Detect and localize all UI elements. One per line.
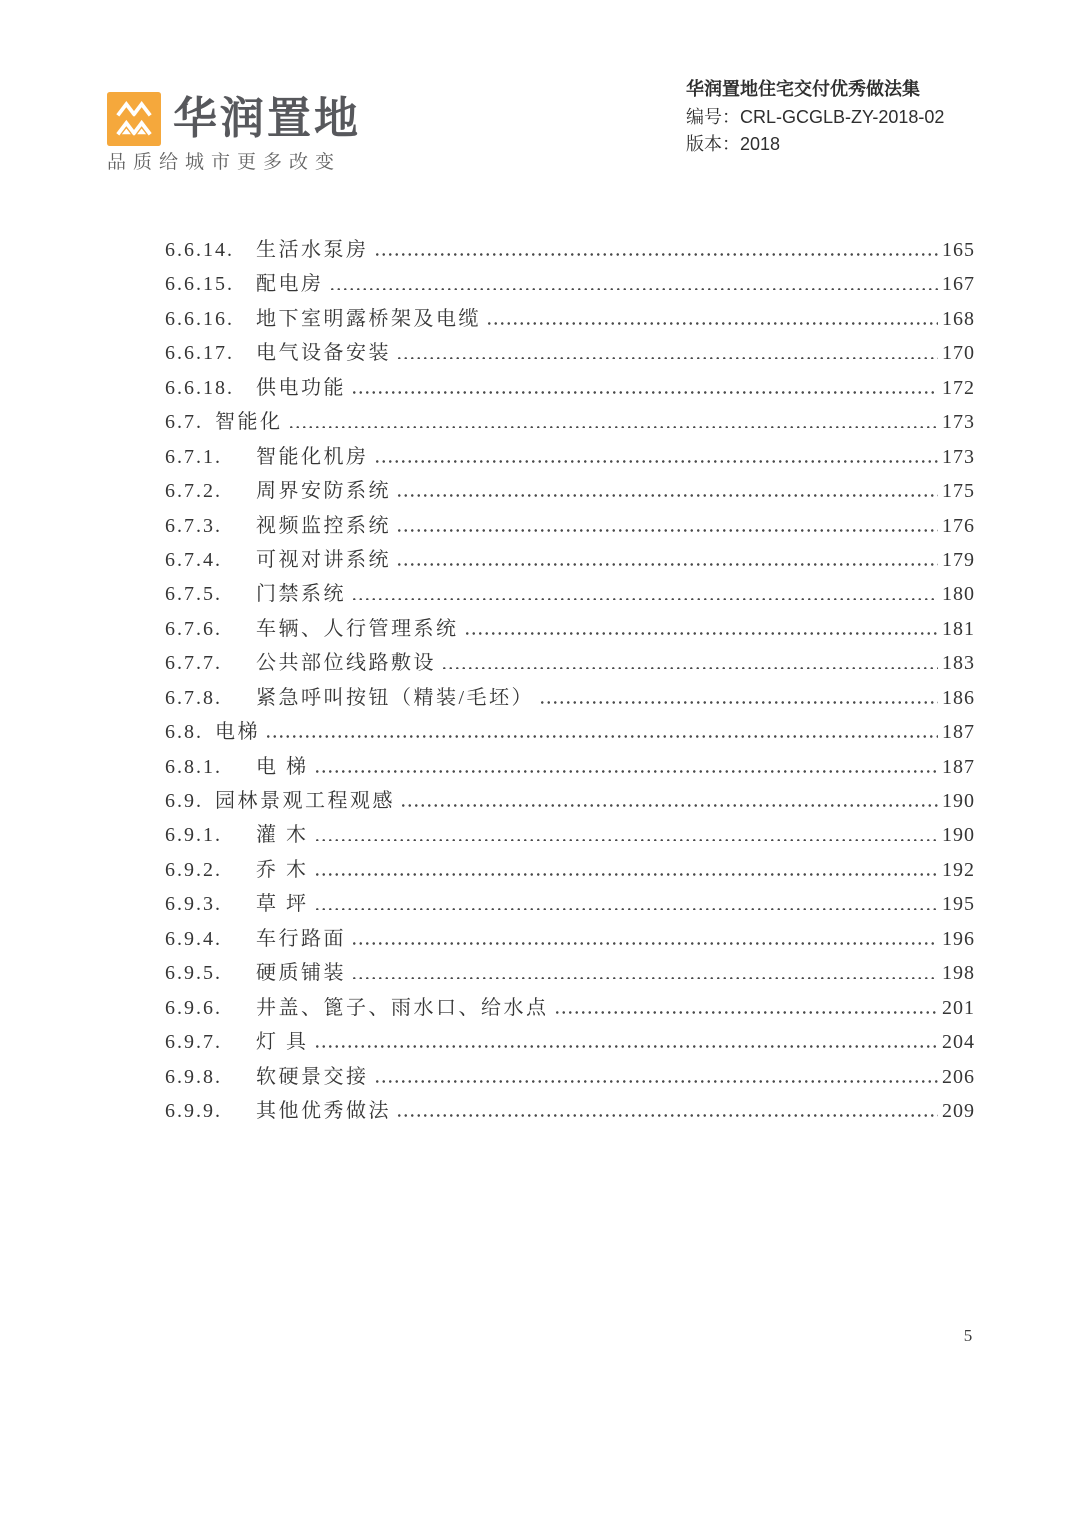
leader-dots (374, 1077, 939, 1083)
toc-entry-number: 6.6.14. (165, 239, 234, 261)
leader-dots (396, 526, 938, 532)
toc-entry-title: 周界安防系统 (256, 480, 391, 503)
toc-entry-page: 181 (942, 617, 975, 640)
toc-entry-number: 6.6.16. (165, 307, 234, 330)
toc-entry-number: 6.7.8. (165, 686, 222, 709)
toc-entry[interactable] (165, 1025, 975, 1059)
toc-entry-title: 其他优秀做法 (256, 1099, 391, 1122)
toc-entry-page: 165 (942, 239, 975, 261)
toc-entry-number: 6.9.4. (165, 927, 222, 950)
toc-entry-title: 生活水泵房 (256, 239, 369, 261)
toc-entry[interactable] (165, 887, 975, 921)
toc-entry-number: 6.9.9. (165, 1099, 222, 1122)
toc-entry[interactable] (165, 405, 975, 439)
toc-entry[interactable] (165, 577, 975, 611)
toc-entry-number: 6.9.1. (165, 824, 222, 847)
toc-entry-title: 门禁系统 (256, 583, 346, 606)
toc-entry-number: 6.6.15. (165, 273, 234, 296)
toc-entry[interactable] (165, 302, 975, 336)
doc-info-block (686, 76, 944, 159)
toc-entry-number: 6.7.3. (165, 514, 222, 537)
toc-entry-title: 车辆、人行管理系统 (256, 617, 459, 640)
toc-entry-page: 183 (942, 652, 975, 675)
leader-dots (351, 388, 938, 394)
toc-entry-page: 170 (942, 342, 975, 365)
toc-entry-page: 190 (942, 824, 975, 847)
leader-dots (396, 1111, 938, 1117)
leader-dots (486, 319, 938, 325)
toc-entry-title: 灯 具 (256, 1031, 309, 1054)
brand-name: 华润置地 (173, 94, 361, 143)
toc-entry[interactable] (165, 956, 975, 990)
toc-entry[interactable] (165, 233, 975, 267)
toc-entry-page: 172 (942, 376, 975, 399)
toc-entry-page: 195 (942, 893, 975, 916)
toc-entry-title: 公共部位线路敷设 (256, 652, 436, 675)
leader-dots (314, 870, 939, 876)
leader-dots (314, 1042, 939, 1048)
toc-entry[interactable] (165, 474, 975, 508)
toc-entry-number: 6.7.7. (165, 652, 222, 675)
leader-dots (374, 457, 939, 463)
doc-version: 版本：2018 (686, 134, 781, 154)
toc-entry-page: 196 (942, 927, 975, 950)
toc-entry-title: 智能化机房 (256, 445, 369, 468)
toc-entry[interactable] (165, 267, 975, 301)
toc-entry-number: 6.7.5. (165, 583, 222, 606)
toc-entry[interactable] (165, 750, 975, 784)
toc-entry-page: 204 (942, 1031, 975, 1054)
toc-entry-number: 6.9.5. (165, 962, 222, 985)
toc-entry-number: 6.8.1. (165, 755, 222, 778)
toc-entry[interactable] (165, 509, 975, 543)
toc-entry-title: 车行路面 (256, 927, 346, 950)
toc-entry-number: 6.8. (165, 721, 203, 744)
toc-entry[interactable] (165, 784, 975, 818)
toc-entry[interactable] (165, 1060, 975, 1094)
toc-entry-page: 209 (942, 1099, 975, 1122)
toc-entry[interactable] (165, 543, 975, 577)
leader-dots (314, 904, 939, 910)
toc-entry[interactable] (165, 371, 975, 405)
toc-entry-title: 灌 木 (256, 824, 309, 847)
leader-dots (288, 422, 939, 428)
toc-entry[interactable] (165, 715, 975, 749)
leader-dots (396, 560, 938, 566)
table-of-contents (165, 233, 975, 1128)
toc-entry-page: 192 (942, 858, 975, 881)
toc-entry-page: 168 (942, 307, 975, 330)
leader-dots (351, 594, 938, 600)
toc-entry-number: 6.9.8. (165, 1065, 222, 1088)
toc-entry-page: 190 (942, 790, 975, 812)
toc-entry-title: 视频监控系统 (256, 514, 391, 537)
leader-dots (539, 698, 938, 704)
toc-entry-title: 园林景观工程观感 (215, 790, 395, 812)
toc-entry-title: 配电房 (256, 273, 324, 296)
toc-entry-title: 井盖、篦子、雨水口、给水点 (256, 996, 549, 1019)
toc-entry-title: 硬质铺装 (256, 962, 346, 985)
toc-entry-number: 6.7.6. (165, 617, 222, 640)
toc-entry-title: 电 梯 (256, 755, 309, 778)
leader-dots (441, 663, 938, 669)
toc-entry-page: 186 (942, 686, 975, 709)
toc-entry-page: 167 (942, 273, 975, 296)
brand-logo (107, 92, 361, 146)
toc-entry[interactable] (165, 1094, 975, 1128)
leader-dots (351, 973, 938, 979)
toc-entry-page: 175 (942, 480, 975, 503)
toc-entry-title: 乔 木 (256, 858, 309, 881)
toc-entry-number: 6.6.17. (165, 342, 234, 365)
leader-dots (329, 284, 939, 290)
toc-entry-number: 6.7.1. (165, 445, 222, 468)
toc-entry[interactable] (165, 336, 975, 370)
toc-entry-title: 紧急呼叫按钮（精装/毛坯） (256, 686, 535, 709)
toc-entry-title: 草 坪 (256, 893, 309, 916)
toc-entry-number: 6.9.3. (165, 893, 222, 916)
toc-entry[interactable] (165, 646, 975, 680)
leader-dots (400, 801, 938, 807)
toc-entry-page: 173 (942, 445, 975, 468)
toc-entry-number: 6.7.4. (165, 548, 222, 571)
toc-entry-number: 6.7. (165, 411, 203, 434)
toc-entry-title: 可视对讲系统 (256, 548, 391, 571)
toc-entry-title: 地下室明露桥架及电缆 (256, 307, 481, 330)
toc-entry-page: 173 (942, 411, 975, 434)
leader-dots (396, 491, 938, 497)
toc-entry-page: 180 (942, 583, 975, 606)
leader-dots (265, 732, 938, 738)
leader-dots (351, 939, 938, 945)
toc-entry-title: 电梯 (215, 721, 260, 744)
toc-entry[interactable] (165, 612, 975, 646)
toc-entry[interactable] (165, 853, 975, 887)
brand-tagline: 品质给城市更多改变 (107, 152, 342, 173)
toc-entry-title: 电气设备安装 (256, 342, 391, 365)
toc-entry-page: 198 (942, 962, 975, 985)
toc-entry-number: 6.9.6. (165, 996, 222, 1019)
toc-entry[interactable] (165, 440, 975, 474)
leader-dots (554, 1008, 939, 1014)
leader-dots (314, 835, 939, 841)
leader-dots (314, 767, 939, 773)
toc-entry-number: 6.9.2. (165, 858, 222, 881)
toc-entry[interactable] (165, 991, 975, 1025)
toc-entry-title: 软硬景交接 (256, 1065, 369, 1088)
page-number: 5 (963, 1326, 973, 1345)
crland-mountain-logo-icon (107, 92, 161, 146)
toc-entry-page: 187 (942, 721, 975, 744)
toc-entry[interactable] (165, 922, 975, 956)
toc-entry-page: 179 (942, 548, 975, 571)
toc-entry-page: 201 (942, 996, 975, 1019)
toc-entry-page: 187 (942, 755, 975, 778)
leader-dots (374, 250, 939, 256)
toc-entry-title: 供电功能 (256, 376, 346, 399)
toc-entry-title: 智能化 (215, 411, 283, 434)
toc-entry-number: 6.9. (165, 790, 203, 812)
toc-entry-number: 6.7.2. (165, 480, 222, 503)
doc-title: 华润置地住宅交付优秀做法集 (686, 79, 920, 99)
leader-dots (396, 353, 938, 359)
doc-code: 编号：CRL-GCGLB-ZY-2018-02 (686, 106, 945, 127)
toc-entry[interactable] (165, 681, 975, 715)
toc-entry-number: 6.6.18. (165, 376, 234, 399)
toc-entry-number: 6.9.7. (165, 1031, 222, 1054)
toc-entry-page: 206 (942, 1065, 975, 1088)
leader-dots (464, 629, 939, 635)
toc-entry[interactable] (165, 818, 975, 852)
toc-entry-page: 176 (942, 514, 975, 537)
